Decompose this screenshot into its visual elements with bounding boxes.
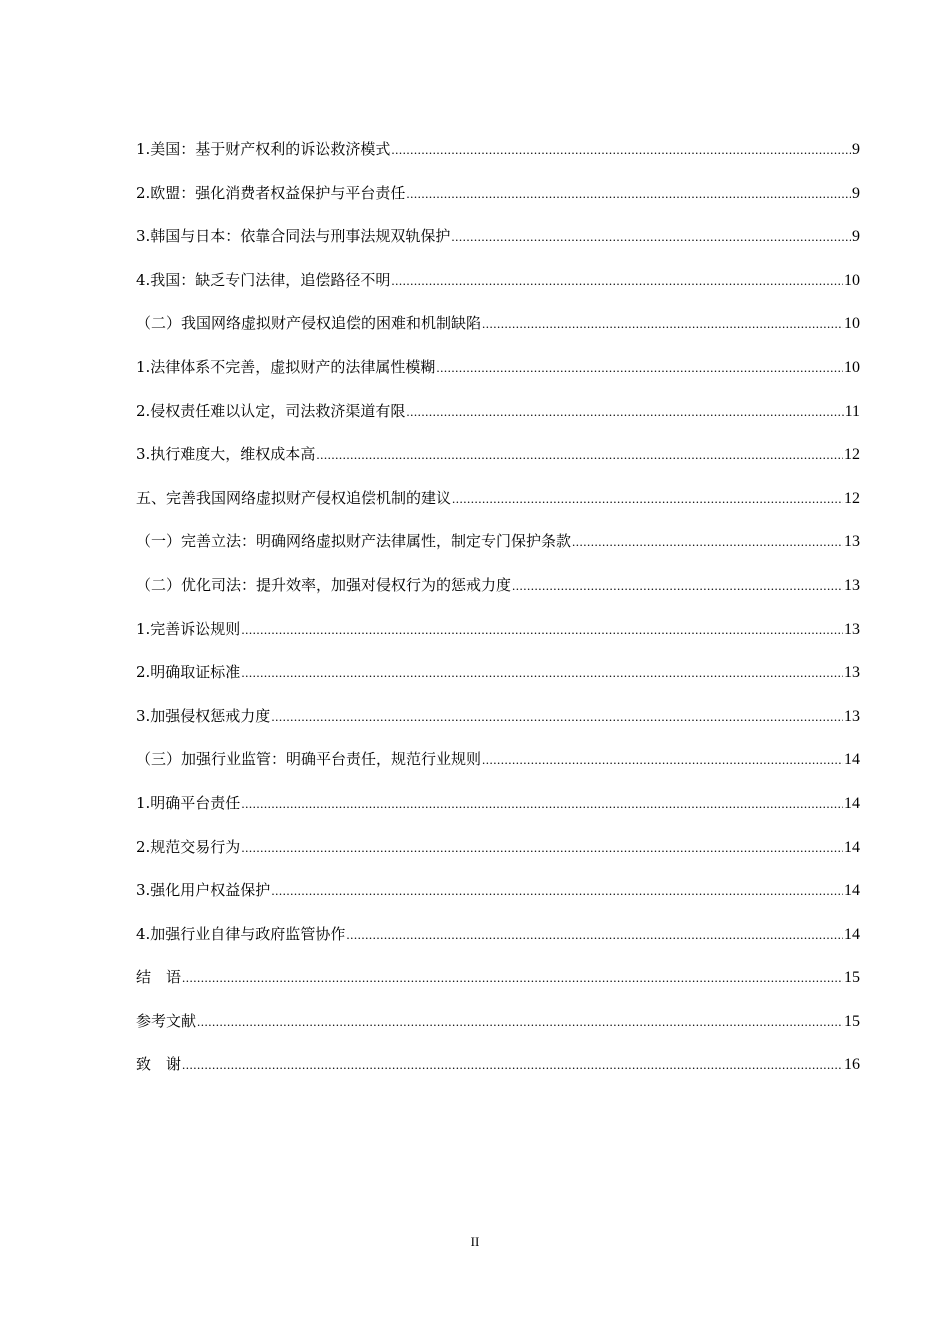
toc-entry-title: （一）完善立法：明确网络虚拟财产法律属性，制定专门保护条款 — [136, 532, 572, 551]
toc-leader-dots — [241, 658, 843, 688]
toc-leader-dots — [271, 702, 843, 732]
toc-entry[interactable] — [136, 134, 860, 178]
toc-entry[interactable] — [136, 1006, 860, 1050]
table-of-contents — [136, 134, 860, 1093]
toc-entry-title: （三）加强行业监管：明确平台责任，规范行业规则 — [136, 750, 482, 769]
toc-entry[interactable] — [136, 439, 860, 483]
toc-leader-dots — [391, 266, 843, 296]
toc-leader-dots — [406, 397, 843, 427]
toc-leader-dots — [346, 920, 843, 950]
toc-entry-page: 9 — [852, 228, 860, 246]
toc-entry-title: 参考文献 — [136, 1011, 197, 1030]
toc-leader-dots — [391, 135, 851, 165]
toc-entry[interactable] — [136, 221, 860, 265]
toc-entry-page: 13 — [844, 620, 860, 638]
toc-entry-page: 9 — [852, 184, 860, 202]
toc-entry-title: 1.美国：基于财产权利的诉讼救济模式 — [136, 140, 391, 158]
toc-entry-page: 14 — [844, 751, 860, 769]
toc-entry-title: 1.完善诉讼规则 — [136, 619, 241, 638]
toc-entry-title: 2.规范交易行为 — [136, 837, 241, 856]
toc-entry[interactable] — [136, 919, 860, 963]
toc-entry[interactable] — [136, 265, 860, 309]
toc-entry-title: 1.明确平台责任 — [136, 793, 241, 812]
toc-entry[interactable] — [136, 788, 860, 832]
toc-entry-title: 2.侵权责任难以认定，司法救济渠道有限 — [136, 401, 406, 420]
toc-leader-dots — [197, 1007, 843, 1037]
toc-entry-title: 3.韩国与日本：依靠合同法与刑事法规双轨保护 — [136, 227, 451, 246]
toc-entry-page: 14 — [844, 838, 860, 856]
toc-leader-dots — [406, 179, 851, 209]
toc-entry-title: 3.加强侵权惩戒力度 — [136, 706, 271, 725]
toc-entry-title: 2.明确取证标准 — [136, 663, 241, 682]
toc-entry-page: 12 — [844, 446, 860, 464]
toc-entry[interactable] — [136, 483, 860, 527]
toc-entry[interactable] — [136, 352, 860, 396]
toc-entry-title: 1.法律体系不完善，虚拟财产的法律属性模糊 — [136, 357, 436, 376]
toc-leader-dots — [241, 615, 843, 645]
toc-entry-page: 10 — [844, 358, 860, 376]
toc-leader-dots — [512, 571, 843, 601]
toc-entry-title: 结 语 — [136, 968, 182, 987]
toc-entry[interactable] — [136, 570, 860, 614]
toc-entry-title: 2.欧盟：强化消费者权益保护与平台责任 — [136, 183, 406, 202]
toc-entry-page: 13 — [844, 664, 860, 682]
toc-leader-dots — [316, 440, 843, 470]
toc-entry-page: 14 — [844, 882, 860, 900]
page-number-footer: II — [470, 1234, 480, 1249]
toc-entry[interactable] — [136, 962, 860, 1006]
toc-entry-title: 五、完善我国网络虚拟财产侵权追偿机制的建议 — [136, 488, 452, 507]
toc-entry-page: 10 — [844, 271, 860, 289]
toc-entry-page: 11 — [844, 402, 860, 420]
toc-entry[interactable] — [136, 832, 860, 876]
toc-entry[interactable] — [136, 614, 860, 658]
toc-entry-page: 13 — [844, 533, 860, 551]
toc-leader-dots — [482, 309, 843, 339]
toc-leader-dots — [436, 353, 843, 383]
toc-entry[interactable] — [136, 178, 860, 222]
toc-entry[interactable] — [136, 396, 860, 440]
toc-entry[interactable] — [136, 744, 860, 788]
toc-entry-title: 3.强化用户权益保护 — [136, 881, 271, 900]
toc-entry-page: 10 — [844, 315, 860, 333]
toc-entry-page: 14 — [844, 794, 860, 812]
toc-entry-page: 15 — [844, 1012, 860, 1030]
toc-entry-title: 4.我国：缺乏专门法律，追偿路径不明 — [136, 270, 391, 289]
toc-entry-title: 4.加强行业自律与政府监管协作 — [136, 924, 346, 943]
toc-entry-title: 3.执行难度大，维权成本高 — [136, 445, 316, 464]
toc-entry[interactable] — [136, 701, 860, 745]
toc-leader-dots — [482, 745, 843, 775]
toc-entry-page: 12 — [844, 489, 860, 507]
toc-leader-dots — [572, 527, 843, 557]
toc-leader-dots — [452, 484, 843, 514]
toc-leader-dots — [182, 1050, 843, 1080]
toc-leader-dots — [241, 833, 843, 863]
toc-entry[interactable] — [136, 308, 860, 352]
toc-entry-title: （二）优化司法：提升效率，加强对侵权行为的惩戒力度 — [136, 575, 512, 594]
toc-entry-title: 致 谢 — [136, 1055, 182, 1074]
toc-leader-dots — [451, 222, 851, 252]
toc-leader-dots — [182, 963, 843, 993]
toc-entry-page: 13 — [844, 707, 860, 725]
toc-entry-title: （二）我国网络虚拟财产侵权追偿的困难和机制缺陷 — [136, 314, 482, 333]
toc-entry-page: 9 — [852, 141, 860, 158]
toc-entry[interactable] — [136, 1049, 860, 1093]
toc-entry[interactable] — [136, 526, 860, 570]
toc-entry[interactable] — [136, 657, 860, 701]
toc-leader-dots — [241, 789, 843, 819]
toc-leader-dots — [271, 876, 843, 906]
toc-entry-page: 13 — [844, 576, 860, 594]
toc-entry-page: 16 — [844, 1056, 860, 1074]
toc-entry-page: 15 — [844, 969, 860, 987]
toc-entry[interactable] — [136, 875, 860, 919]
toc-entry-page: 14 — [844, 925, 860, 943]
